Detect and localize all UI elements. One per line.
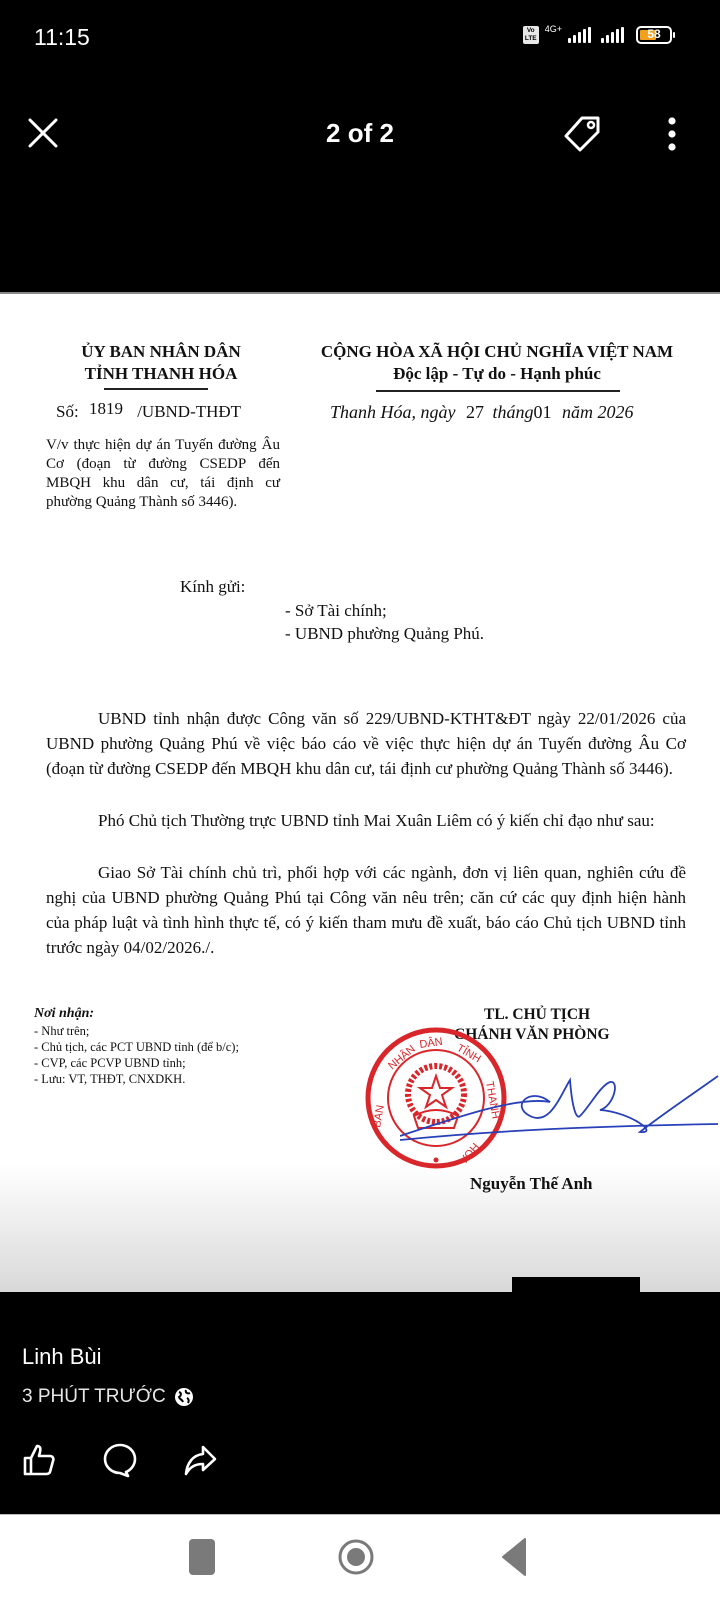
- greeting: Kính gửi:: [180, 577, 246, 596]
- signal-icon-2: [601, 27, 624, 43]
- body-paragraph-3: Giao Sở Tài chính chủ trì, phối hợp với các ngành, đơn vị liên quan, nghiên cứu đề nghị của UBND phường Quảng Phú tại Công văn nêu trên; căn cứ các quy định hiện hành của pháp luật và tình hình thực tế, có ý kiến tham mưu đề xuất, báo cáo Chủ tịch UBND tỉnh trước ngày 04/02/2026./.: [46, 863, 686, 957]
- signer-name: Nguyễn Thế Anh: [470, 1174, 593, 1193]
- share-icon: [182, 1442, 218, 1478]
- issuer-underline: [104, 388, 208, 390]
- post-actions: [0, 1442, 720, 1492]
- tag-icon: [560, 112, 604, 156]
- home-button[interactable]: [336, 1537, 376, 1577]
- svg-text:DÂN: DÂN: [418, 1035, 444, 1051]
- cc-item: - Như trên;: [34, 1024, 90, 1038]
- cc-title: Nơi nhận:: [34, 1006, 95, 1021]
- comment-button[interactable]: [102, 1442, 142, 1482]
- battery-level: 58: [647, 27, 661, 41]
- post-time: 3 PHÚT TRƯỚC: [22, 1386, 194, 1408]
- page-counter: 2 of 2: [326, 118, 394, 148]
- back-icon: [499, 1537, 529, 1577]
- thumbs-up-icon: [22, 1442, 58, 1478]
- doc-edge: [512, 1277, 640, 1293]
- signer-title-2: CHÁNH VĂN PHÒNG: [454, 1026, 610, 1043]
- document-image[interactable]: [0, 292, 720, 1292]
- status-bar: [0, 0, 720, 80]
- motto-underline: [376, 390, 620, 392]
- globe-icon: [174, 1387, 194, 1407]
- body-paragraph-1: UBND tỉnh nhận được Công văn số 229/UBND-KTHT&ĐT ngày 22/01/2026 của UBND phường Quảng Phú về việc báo cáo về việc thực hiện dự án Tuyến đường Âu Cơ (đoạn từ đường CSEDP đến MBQH khu dân cư, tái định cư phường Quảng Thành số 3446).: [46, 709, 686, 778]
- viewer-top-bar: [0, 100, 720, 180]
- recents-button[interactable]: [182, 1537, 222, 1577]
- svg-text:NHÂN: NHÂN: [386, 1043, 418, 1073]
- system-nav-bar: [0, 1514, 720, 1601]
- more-options-button[interactable]: [660, 114, 684, 158]
- national-title: CỘNG HÒA XÃ HỘI CHỦ NGHĨA VIỆT NAM: [320, 342, 674, 361]
- post-info: [0, 1292, 720, 1492]
- signal-icon-1: [568, 27, 591, 43]
- network-type: 4G+: [544, 24, 562, 34]
- svg-text:TỈNH: TỈNH: [454, 1042, 483, 1066]
- issuer-line-2: TỈNH THANH HÓA: [84, 364, 238, 383]
- back-button[interactable]: [494, 1537, 534, 1577]
- document-subject: V/v thực hiện dự án Tuyến đường Âu Cơ (đoạn từ đường CSEDP đến MBQH khu dân cư, tái định cư phường Quảng Thành số 3446).: [46, 437, 280, 510]
- issuer-line-1: ỦY BAN NHÂN DÂN: [81, 342, 241, 361]
- body-paragraph-2: Phó Chủ tịch Thường trực UBND tỉnh Mai Xuân Liêm có ý kiến chỉ đạo như sau:: [98, 811, 655, 830]
- recents-icon: [188, 1537, 216, 1577]
- cc-item: - Lưu: VT, THĐT, CNXDKH.: [34, 1072, 186, 1086]
- document-number: Số: 1819 /UBND-THĐT: [56, 399, 242, 421]
- svg-text:BAN: BAN: [371, 1104, 387, 1129]
- signer-title-1: TL. CHỦ TỊCH: [484, 1006, 591, 1023]
- author-name[interactable]: Linh Bùi: [22, 1344, 102, 1369]
- cc-item: - CVP, các PCVP UBND tỉnh;: [34, 1056, 186, 1070]
- national-motto: Độc lập - Tự do - Hạnh phúc: [393, 364, 601, 383]
- status-icons: [523, 26, 672, 44]
- home-icon: [336, 1537, 376, 1577]
- recipient-1: - Sở Tài chính;: [285, 601, 387, 620]
- battery-icon: [636, 26, 672, 44]
- share-button[interactable]: [182, 1442, 222, 1482]
- status-time: 11:15: [34, 24, 90, 50]
- comment-icon: [102, 1442, 138, 1478]
- like-button[interactable]: [22, 1442, 62, 1482]
- svg-text:HÓA: HÓA: [456, 1140, 481, 1167]
- tag-button[interactable]: [560, 112, 604, 156]
- cc-item: - Chủ tịch, các PCT UBND tỉnh (để b/c);: [34, 1040, 239, 1054]
- recipient-2: - UBND phường Quảng Phú.: [285, 624, 485, 643]
- document-date: Thanh Hóa, ngày 27 tháng01 năm 2026: [330, 402, 634, 422]
- volte-icon: Vo LTE: [523, 26, 539, 44]
- more-vert-icon: [660, 114, 684, 158]
- signature-icon: [400, 1066, 720, 1156]
- svg-text:THANH: THANH: [483, 1080, 502, 1120]
